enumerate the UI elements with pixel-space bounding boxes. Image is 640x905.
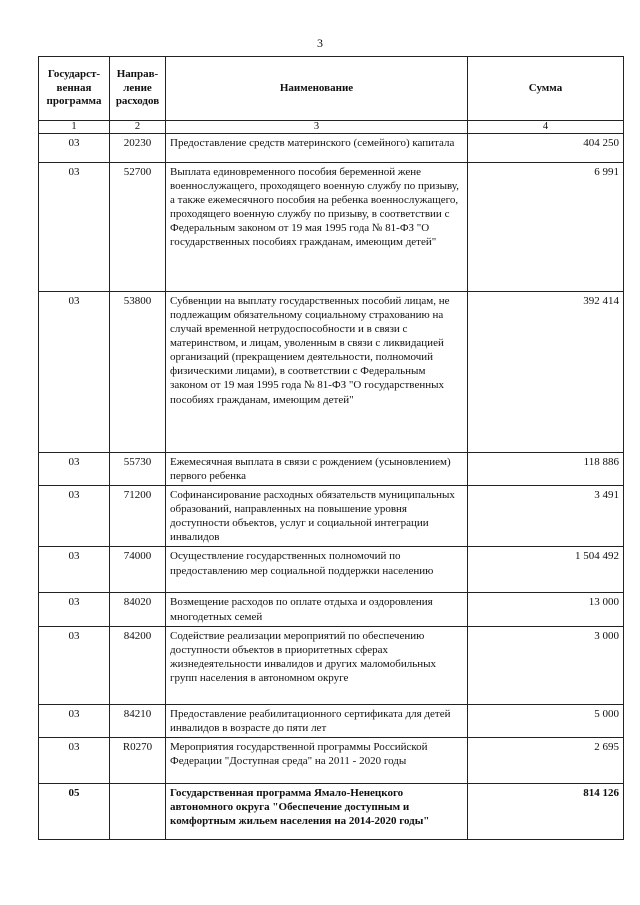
direction-code: 84020 — [110, 593, 166, 626]
item-name: Субвенции на выплату государственных пособий лицам, не подлежащим обязательному социальному страхованию на случай временной нетрудоспособности и в связи с материнством, и лицам, уволенным в связи с ликвидацией организаций (прекращением деятельности, полномочий физическими лицами), в соответствии с Федеральным законом от 19 мая 1995 года № 81-ФЗ "О государственных пособиях гражданам, имеющим детей" — [166, 292, 468, 453]
item-name: Содействие реализации мероприятий по обеспечению доступности объектов в приоритетных сферах жизнедеятельности инвалидов и других маломобильных групп населения в автономном округе — [166, 626, 468, 704]
item-name: Мероприятия государственной программы Российской Федерации "Доступная среда" на 2011 - 2020 годы — [166, 737, 468, 783]
table-row — [39, 593, 624, 626]
table-row — [39, 486, 624, 547]
direction-code: 55730 — [110, 453, 166, 486]
item-name: Софинансирование расходных обязательств муниципальных образований, направленных на повышение уровня доступности объектов, услуг и социальной интеграции инвалидов — [166, 486, 468, 547]
item-amount: 13 000 — [468, 593, 624, 626]
program-code: 03 — [39, 292, 110, 453]
header-name: Наименование — [166, 57, 468, 121]
item-name: Осуществление государственных полномочий по предоставлению мер социальной поддержки населению — [166, 547, 468, 593]
program-code: 03 — [39, 626, 110, 704]
table-row — [39, 292, 624, 453]
direction-code: 20230 — [110, 134, 166, 163]
direction-code: 71200 — [110, 486, 166, 547]
item-name: Ежемесячная выплата в связи с рождением (усыновлением) первого ребенка — [166, 453, 468, 486]
budget-table — [38, 56, 624, 840]
table-row — [39, 453, 624, 486]
item-name: Предоставление средств материнского (семейного) капитала — [166, 134, 468, 163]
header-direction: Направ- ление расходов — [110, 57, 166, 121]
item-amount: 3 000 — [468, 626, 624, 704]
direction-code: 53800 — [110, 292, 166, 453]
program-code: 05 — [39, 783, 110, 839]
column-number: 4 — [468, 121, 624, 134]
column-number: 3 — [166, 121, 468, 134]
program-code: 03 — [39, 593, 110, 626]
direction-code — [110, 783, 166, 839]
program-code: 03 — [39, 737, 110, 783]
program-code: 03 — [39, 163, 110, 292]
item-amount: 814 126 — [468, 783, 624, 839]
column-number: 2 — [110, 121, 166, 134]
item-name: Предоставление реабилитационного сертификата для детей инвалидов в возрасте до пяти лет — [166, 704, 468, 737]
program-code: 03 — [39, 547, 110, 593]
header-row — [39, 57, 624, 121]
item-amount: 6 991 — [468, 163, 624, 292]
item-amount: 118 886 — [468, 453, 624, 486]
column-number-row — [39, 121, 624, 134]
direction-code: 52700 — [110, 163, 166, 292]
table-row — [39, 704, 624, 737]
item-amount: 5 000 — [468, 704, 624, 737]
table-row — [39, 626, 624, 704]
table-row — [39, 737, 624, 783]
item-amount: 3 491 — [468, 486, 624, 547]
item-amount: 404 250 — [468, 134, 624, 163]
direction-code: 84210 — [110, 704, 166, 737]
column-number: 1 — [39, 121, 110, 134]
program-code: 03 — [39, 486, 110, 547]
item-name: Выплата единовременного пособия беременной жене военнослужащего, проходящего военную службу по призыву, а также ежемесячного пособия на ребенка военнослужащего, проходящего военную службу по призыву, в соответствии с Федеральным законом от 19 мая 1995 года № 81-ФЗ "О государственных пособиях гражданам, имеющим детей" — [166, 163, 468, 292]
direction-code: R0270 — [110, 737, 166, 783]
header-amount: Сумма — [468, 57, 624, 121]
program-total-row — [39, 783, 624, 839]
direction-code: 74000 — [110, 547, 166, 593]
program-code: 03 — [39, 704, 110, 737]
item-name: Возмещение расходов по оплате отдыха и оздоровления многодетных семей — [166, 593, 468, 626]
page-number: 3 — [317, 36, 323, 50]
header-program: Государст- венная программа — [39, 57, 110, 121]
item-amount: 1 504 492 — [468, 547, 624, 593]
item-amount: 392 414 — [468, 292, 624, 453]
program-code: 03 — [39, 453, 110, 486]
table-row — [39, 163, 624, 292]
program-code: 03 — [39, 134, 110, 163]
direction-code: 84200 — [110, 626, 166, 704]
table-row — [39, 134, 624, 163]
item-amount: 2 695 — [468, 737, 624, 783]
item-name: Государственная программа Ямало-Ненецкого автономного округа "Обеспечение доступным и комфортным жильем населения на 2014-2020 годы" — [166, 783, 468, 839]
table-row — [39, 547, 624, 593]
